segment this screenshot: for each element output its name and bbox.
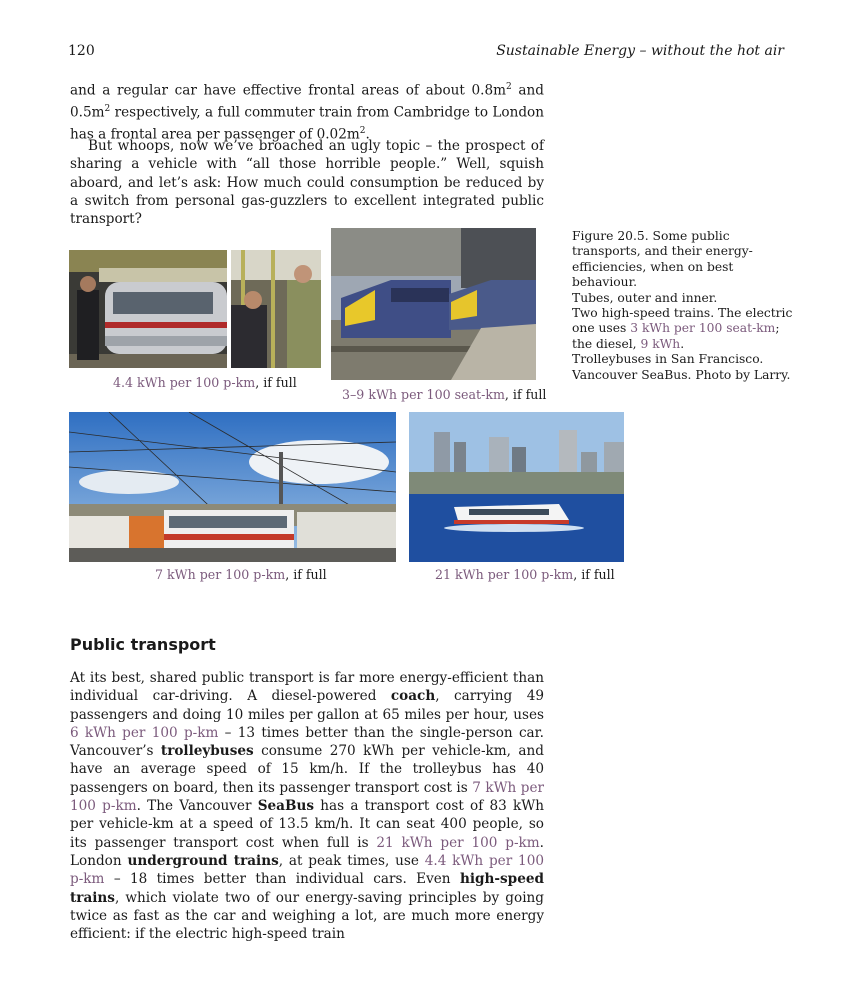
photo-trolleybuses <box>69 412 396 562</box>
caption-trains: 3–9 kWh per 100 seat-km, if full <box>342 387 547 402</box>
photo-high-speed-trains <box>331 228 536 380</box>
photo-seabus <box>409 412 624 562</box>
intro-paragraph-1: and a regular car have effective frontal areas of about $0.8m^2$ and $0.5m^2$ respectively, a full commuter train from Cambridge to London has a frontal area per passenger of $0.02m^2$. <box>70 82 544 143</box>
figure-caption <box>572 229 797 383</box>
figure-caption-line-5: Vancouver SeaBus. Photo by Larry. <box>572 367 791 382</box>
running-title: Sustainable Energy – without the hot air <box>496 43 784 59</box>
intro-paragraph-2: But whoops, now we’ve broached an ugly topic – the prospect of sharing a vehicle with “all those horrible people.” Well, squish aboard, and let’s ask: How much could consumption be reduced by a switch from personal gas-guzzlers to excellent integrated public transport? <box>70 138 544 228</box>
caption-trolleybus: 7 kWh per 100 p-km, if full <box>155 567 327 582</box>
figure-caption-line-3: Two high-speed trains. The electric one uses 3 kWh per 100 seat-km; the diesel, 9 kWh. <box>572 306 793 351</box>
figure-caption-line-2: Tubes, outer and inner. <box>572 290 718 305</box>
page-number: 120 <box>68 43 95 59</box>
section-body: At its best, shared public transport is far more energy-efficient than individual car-driving. A diesel-powered coach, carrying 49 passengers and doing 10 miles per gallon at 65 miles per hour, uses 6 kWh per 100 p-km – 13 times better than the single-person car. Vancouver’s trolleybuses consume 270 kWh per vehicle-km, and have an average speed of 15 km/h. If the trolleybus has 40 passengers on board, then its passenger transport cost is 7 kWh per 100 p-km. The Vancouver SeaBus has a transport cost of 83 kWh per vehicle-km at a speed of 13.5 km/h. It can seat 400 people, so its passenger transport cost when full is 21 kWh per 100 p-km. London underground trains, at peak times, use 4.4 kWh per 100 p-km – 18 times better than individual cars. Even high-speed trains, which violate two of our energy-saving principles by going twice as fast as the car and weighing a lot, are much more energy efficient: if the electric high-speed train <box>70 670 545 943</box>
caption-seabus: 21 kWh per 100 p-km, if full <box>435 567 615 582</box>
caption-tube: 4.4 kWh per 100 p-km, if full <box>113 375 297 390</box>
photo-tube-outer <box>69 250 227 368</box>
photo-tube-inner <box>231 250 321 368</box>
section-heading: Public transport <box>70 635 216 654</box>
figure-caption-line-4: Trolleybuses in San Francisco. <box>572 352 764 367</box>
figure-caption-line-1: Figure 20.5. Some public transports, and their energy-efficiencies, when on best behaviour. <box>572 229 753 290</box>
